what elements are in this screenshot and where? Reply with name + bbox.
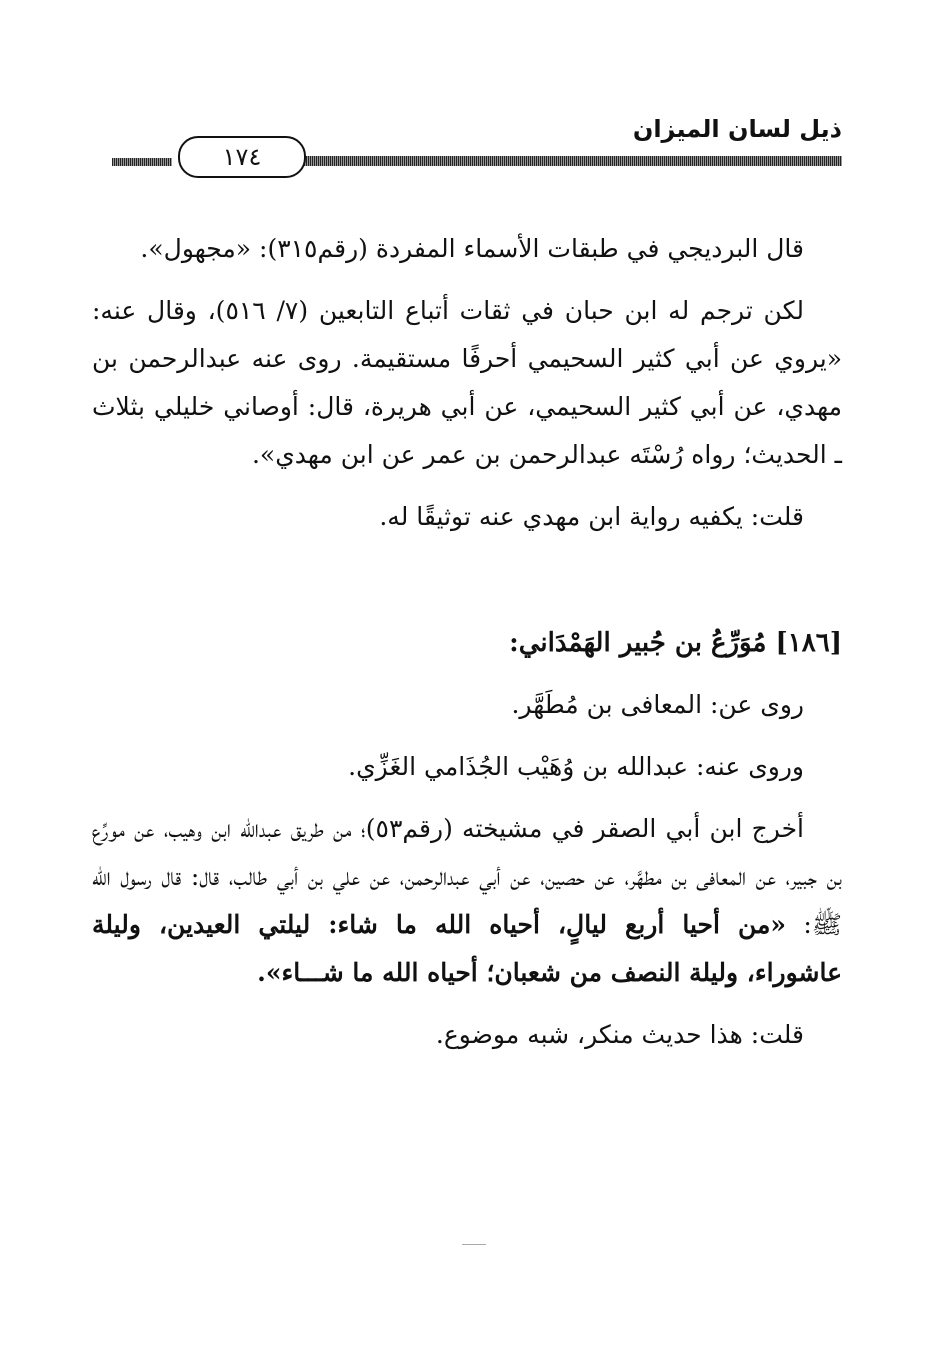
page-number: ١٧٤ (178, 136, 306, 178)
page-content (92, 225, 842, 1073)
paragraph-verdict: قلت: هذا حديث منكر، شبه موضوع. (435, 1020, 804, 1049)
footer-mark (462, 1244, 486, 1245)
hadith-text: «من أحيا أربع ليالٍ، أحياه الله ما شاء: ليلتي العيدين، وليلة عاشوراء، وليلة النصف من شعبان؛ أحياه الله ما شـــاء». (92, 910, 842, 987)
narrated-by: وروى عنه: عبدالله بن وُهَيْب الجُذَامي الغَزِّي. (348, 752, 804, 781)
paragraph-bardiji: قال البرديجي في طبقات الأسماء المفردة (رقم٣١٥): «مجهول». (140, 234, 804, 263)
entry-title: [١٨٦] مُوَرِّعُ بن جُبير الهَمْدَاني: (509, 628, 842, 658)
narrated-from: روى عن: المعافى بن مُطَهَّر. (511, 690, 804, 719)
header-rule (302, 156, 842, 166)
paragraph-ibn-hibban: لكن ترجم له ابن حبان في ثقات أتباع التابعين (٧/ ٥١٦)، وقال عنه: «يروي عن أبي كثير السحيمي أحرفًا مستقيمة. روى عنه عبدالرحمن بن مهدي، عن أبي كثير السحيمي، عن أبي هريرة، قال: أوصاني خليلي بثلاث ـ الحديث؛ رواه رُسْتَه عبدالرحمن بن عمر عن ابن مهدي». (92, 296, 842, 469)
page-header (112, 112, 842, 182)
paragraph-hadith (92, 805, 842, 997)
paragraph-comment: قلت: يكفيه رواية ابن مهدي عنه توثيقًا له. (379, 502, 804, 531)
book-title: ذيل لسان الميزان (632, 115, 842, 143)
hadith-chain: أخرج ابن أبي الصقر في مشيخته (رقم٥٣)؛ من طريق عبدالله ابن وهيب، عن مورِّع بن جبير، عن المعافى بن مطهَّر، عن حصين، عن أبي عبدالرحمن، عن علي بن أبي طالب، قال: قال رسول الله ﷺ: (92, 814, 842, 939)
header-rule-short (112, 158, 172, 166)
